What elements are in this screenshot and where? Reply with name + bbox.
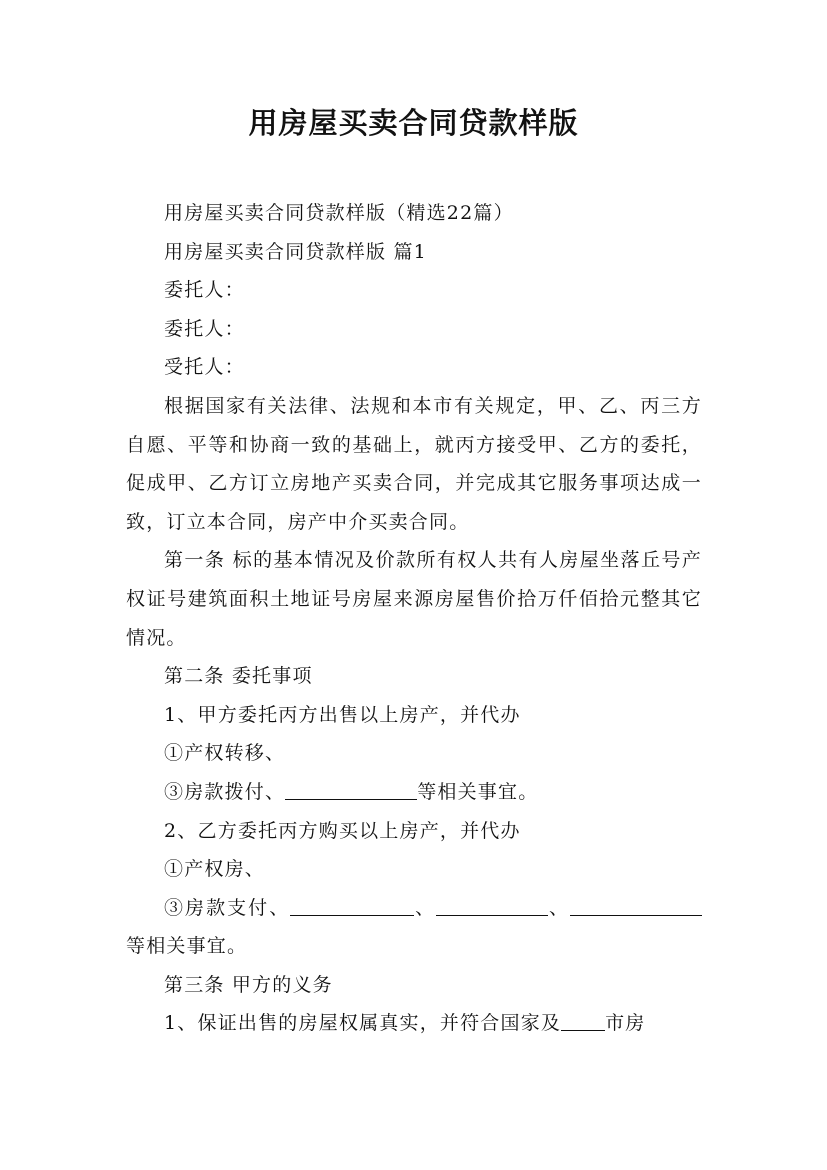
item-2-1-b-prefix: ③房款拨付、 <box>164 780 286 803</box>
item-2-1-b-suffix: 等相关事宜。 <box>417 780 539 803</box>
blank-underline <box>285 777 417 800</box>
document-body <box>126 194 702 1043</box>
subtitle-line: 用房屋买卖合同贷款样版（精选22篇） <box>164 202 514 224</box>
item-2-2: 2、乙方委托丙方购买以上房产，并代办 <box>164 819 521 842</box>
blank-underline <box>570 893 702 916</box>
article-2-heading: 第二条 委托事项 <box>164 665 313 688</box>
blank-underline <box>290 893 414 916</box>
item-2-1-a: ①产权转移、 <box>164 742 286 765</box>
principal-line-2: 委托人： <box>164 317 245 340</box>
separator: 、 <box>414 896 437 919</box>
chapter-heading: 用房屋买卖合同贷款样版 篇1 <box>164 240 427 263</box>
item-2-2-a: ①产权房、 <box>164 858 266 881</box>
item-2-1: 1、甲方委托丙方出售以上房产，并代办 <box>164 703 521 726</box>
blank-underline <box>561 1008 605 1031</box>
document-title: 用房屋买卖合同贷款样版 <box>248 106 579 140</box>
item-3-1-suffix: 市房 <box>605 1012 646 1035</box>
item-2-2-b <box>126 889 702 966</box>
item-2-1-b <box>126 773 702 812</box>
separator: 、 <box>548 896 571 919</box>
preamble-paragraph: 根据国家有关法律、法规和本市有关规定，甲、乙、丙三方自愿、平等和协商一致的基础上，就丙方接受甲、乙方的委托，促成甲、乙方订立房地产买卖合同，并完成其它服务事项达成一致，订立本合同，房产中介买卖合同。 <box>126 394 702 533</box>
item-2-2-b-prefix: ③房款支付、 <box>164 896 291 919</box>
principal-line-1: 委托人： <box>164 279 245 302</box>
article-1-paragraph: 第一条 标的基本情况及价款所有权人共有人房屋坐落丘号产权证号建筑面积土地证号房屋来源房屋售价拾万仟佰拾元整其它情况。 <box>126 549 702 649</box>
article-3-heading: 第三条 甲方的义务 <box>164 973 333 996</box>
item-3-1-prefix: 1、保证出售的房屋权属真实，并符合国家及 <box>164 1012 562 1035</box>
blank-underline <box>436 893 548 916</box>
agent-line: 受托人： <box>164 356 245 379</box>
item-2-2-b-suffix: 等相关事宜。 <box>126 935 248 958</box>
item-3-1 <box>126 1004 702 1043</box>
